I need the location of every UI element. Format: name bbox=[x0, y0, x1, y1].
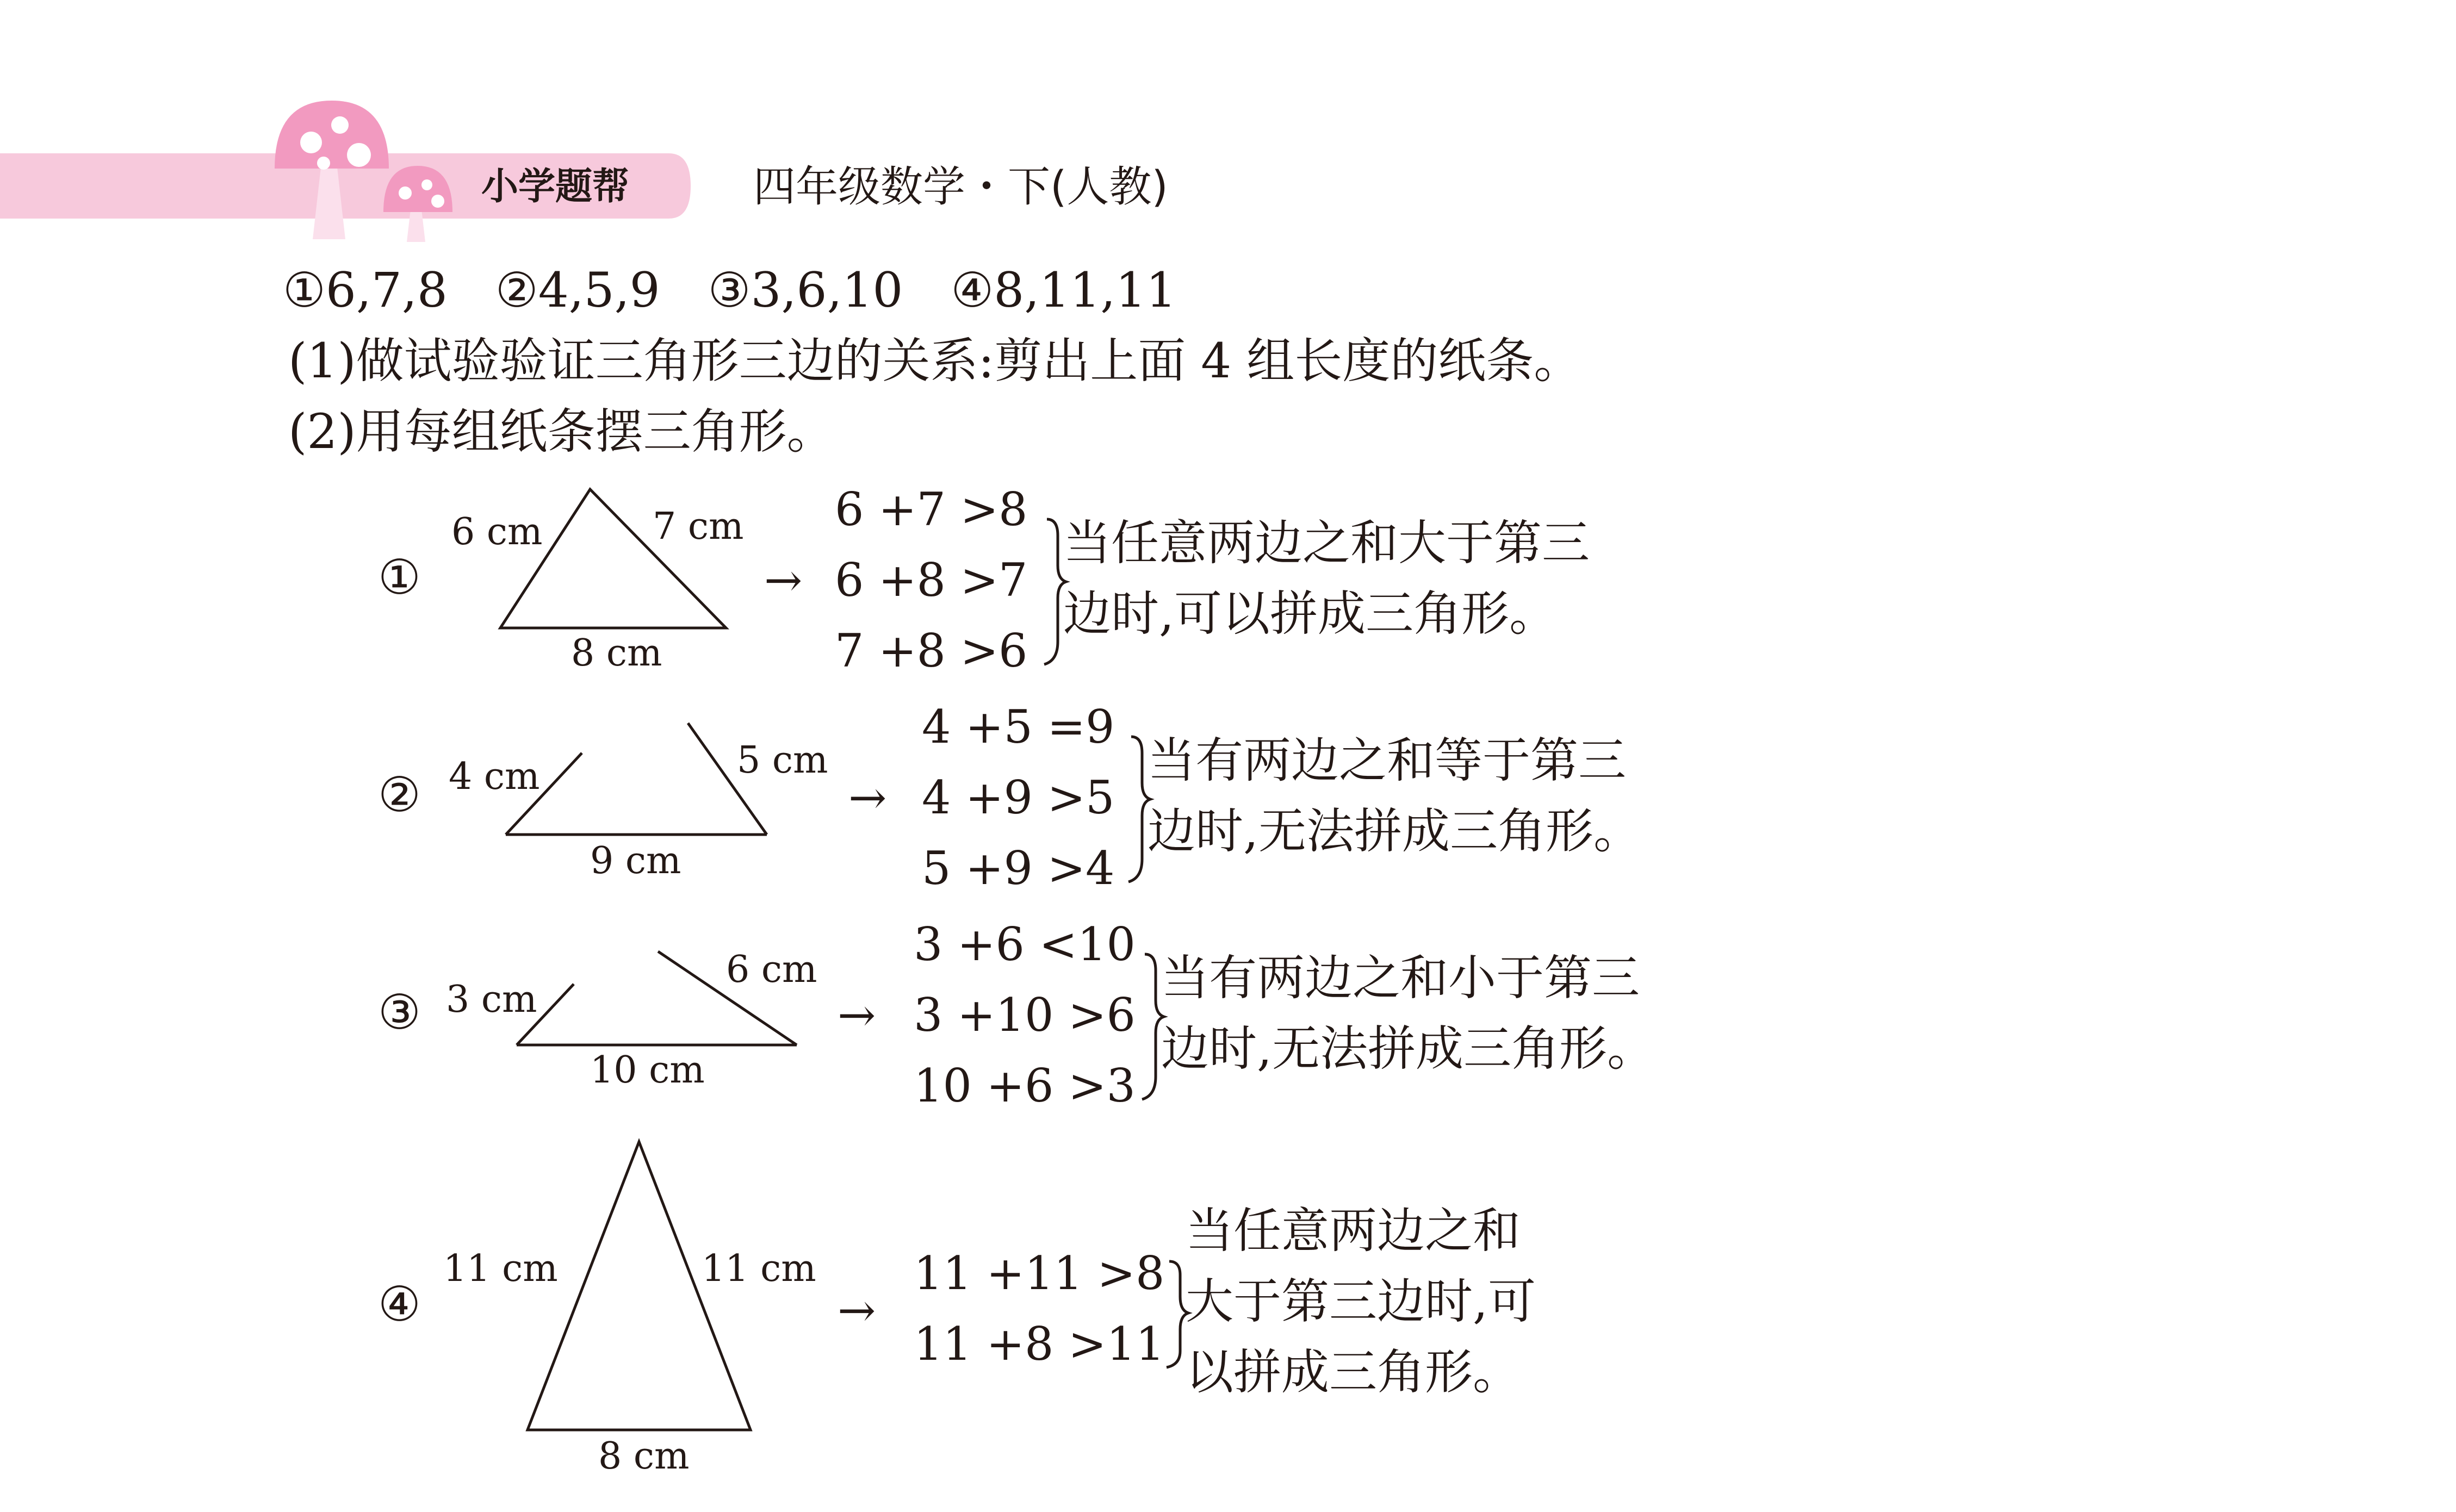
item-2-ineq-2: 4 +9 >5 bbox=[922, 771, 1115, 824]
item-2-number: ② bbox=[378, 767, 421, 823]
item-3-ineq-3: 10 +6 >3 bbox=[914, 1059, 1136, 1112]
brand-label: 小学题帮 bbox=[481, 165, 630, 208]
item-2-right-length: 5 cm bbox=[737, 739, 828, 782]
item-1-base-length: 8 cm bbox=[571, 632, 662, 675]
item-4-left-length: 11 cm bbox=[443, 1247, 558, 1290]
item-1-conclusion-2: 边时,可以拼成三角形。 bbox=[1063, 586, 1557, 642]
item-4-conclusion-3: 以拼成三角形。 bbox=[1186, 1344, 1521, 1400]
brace-1 bbox=[1044, 519, 1066, 664]
item-2-base-length: 9 cm bbox=[590, 839, 681, 882]
brace-4 bbox=[1167, 1261, 1188, 1367]
item-3-conclusion-1: 当有两边之和小于第三 bbox=[1161, 950, 1640, 1006]
brace-2 bbox=[1128, 737, 1150, 882]
item-4-right-length: 11 cm bbox=[702, 1247, 816, 1290]
item-2-ineq-1: 4 +5 =9 bbox=[922, 700, 1115, 754]
item-4-base-length: 8 cm bbox=[598, 1435, 690, 1478]
step-1: (1)做试验验证三角形三边的关系:剪出上面 4 组长度的纸条。 bbox=[288, 333, 1582, 389]
item-2-conclusion-2: 边时,无法拼成三角形。 bbox=[1148, 803, 1641, 859]
item-4-conclusion-1: 当任意两边之和 bbox=[1186, 1203, 1521, 1259]
item-1-number: ① bbox=[378, 549, 421, 605]
groups-line: ①6,7,8 ②4,5,9 ③3,6,10 ④8,11,11 bbox=[283, 262, 1177, 318]
item-2-ineq-3: 5 +9 >4 bbox=[922, 842, 1115, 895]
item-3-number: ③ bbox=[378, 984, 421, 1040]
item-2-left-length: 4 cm bbox=[449, 755, 540, 798]
item-3-ineq-2: 3 +10 >6 bbox=[914, 988, 1136, 1042]
item-3-conclusion-2: 边时,无法拼成三角形。 bbox=[1161, 1021, 1655, 1077]
item-2-conclusion-1: 当有两边之和等于第三 bbox=[1148, 732, 1627, 788]
item-1-ineq-1: 6 +7 >8 bbox=[835, 483, 1028, 536]
item-1-left-length: 6 cm bbox=[451, 511, 543, 553]
item-3-left-length: 3 cm bbox=[446, 978, 537, 1021]
item-4-ineq-1: 11 +11 >8 bbox=[914, 1247, 1165, 1300]
item-3-arrow: → bbox=[838, 988, 876, 1042]
item-3-right-length: 6 cm bbox=[726, 948, 817, 991]
item-4-ineq-2: 11 +8 >11 bbox=[914, 1317, 1165, 1371]
item-3-ineq-1: 3 +6 <10 bbox=[914, 918, 1136, 971]
item-1-ineq-3: 7 +8 >6 bbox=[835, 624, 1028, 677]
item-3-base-length: 10 cm bbox=[590, 1049, 705, 1092]
item-4-arrow: → bbox=[838, 1284, 876, 1337]
item-1-conclusion-1: 当任意两边之和大于第三 bbox=[1063, 515, 1590, 571]
item-1-ineq-2: 6 +8 >7 bbox=[835, 553, 1028, 607]
item-1-arrow: → bbox=[764, 553, 803, 607]
item-2-arrow: → bbox=[848, 771, 887, 824]
step-2: (2)用每组纸条摆三角形。 bbox=[288, 403, 835, 459]
item-4-number: ④ bbox=[378, 1276, 421, 1332]
brace-3 bbox=[1142, 954, 1164, 1099]
book-title: 四年级数学・下(人教) bbox=[753, 163, 1168, 211]
item-4-conclusion-2: 大于第三边时,可 bbox=[1186, 1273, 1536, 1329]
item-1-right-length: 7 cm bbox=[653, 505, 744, 548]
